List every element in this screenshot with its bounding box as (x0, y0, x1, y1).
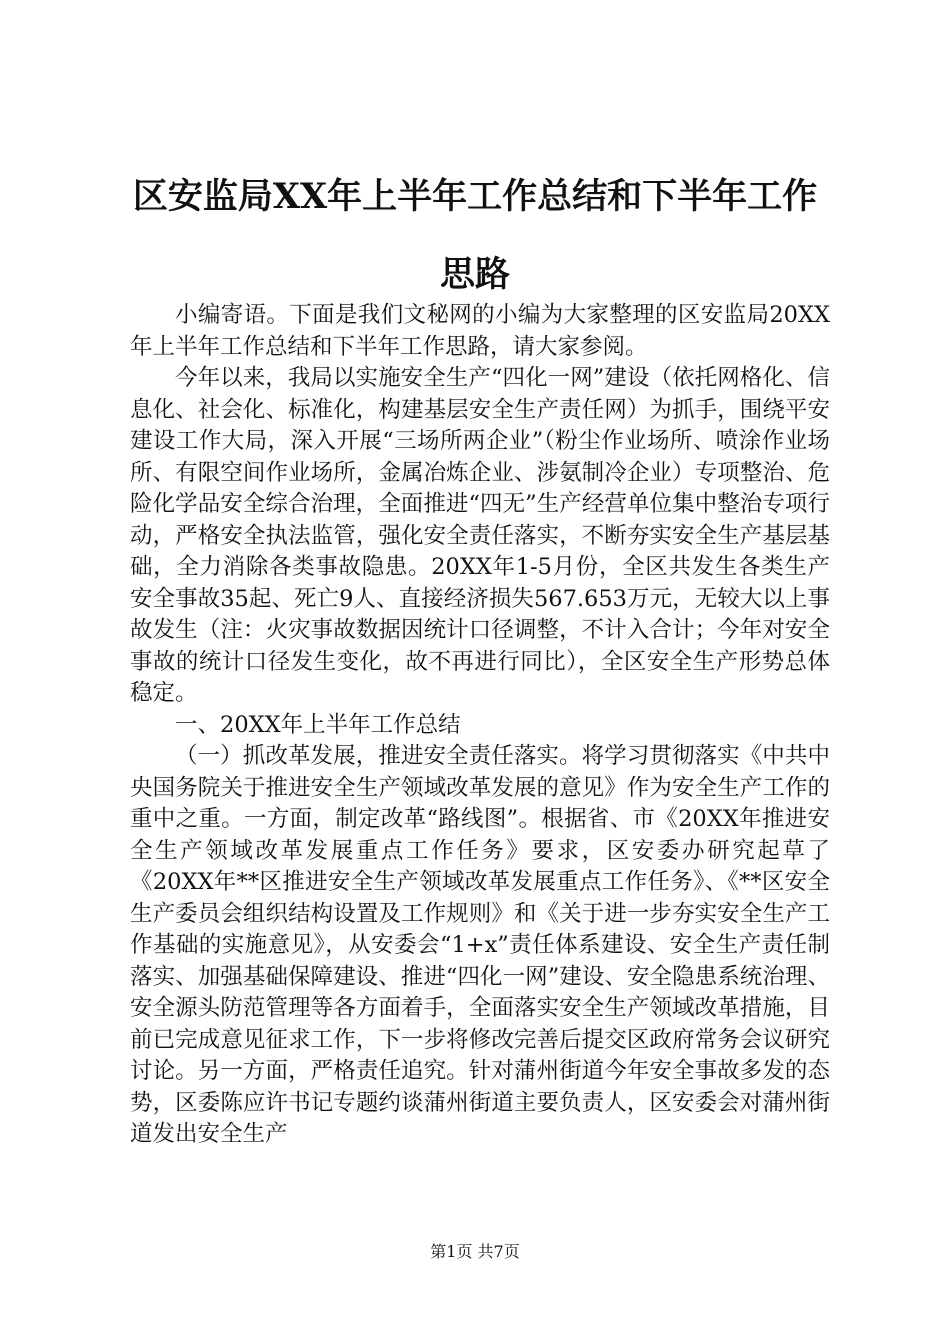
section-heading: 一、20XX年上半年工作总结 (175, 711, 461, 738)
page-footer: 第1页 共7页 (430, 1242, 520, 1261)
section-paragraph: （一）抓改革发展，推进安全责任落实。将学习贯彻落实《中共中央国务院关于推进安全生产领域改革发展的意见》作为安全生产工作的重中之重。一方面，制定改革“路线图”。根据省、市《20XX年推进安全生产领域改革发展重点工作任务》要求，区安委办研究起草了《20XX年**区推进安全生产领域改革发展重点工作任务》、《**区安全生产委员会组织结构设置及工作规则》和《关于进一步夯实安全生产工作基础的实施意见》，从安委会“1+x”责任体系建设、安全生产责任制落实、加强基础保障建设、推进“四化一网”建设、安全隐患系统治理、安全源头防范管理等各方面着手，全面落实安全生产领域改革措施，目前已完成意见征求工作，下一步将修改完善后提交区政府常务会议研究讨论。另一方面，严格责任追究。针对蒲州街道今年安全事故多发的态势，区委陈应许书记专题约谈蒲州街道主要负责人，区安委会对蒲州街道发出安全生产 (130, 743, 830, 1147)
title-line-1: 区安监局XX年上半年工作总结和下半年工作 (132, 176, 818, 217)
intro-paragraph: 小编寄语。下面是我们文秘网的小编为大家整理的区安监局20XX年上半年工作总结和下半年工作思路，请大家参阅。 (130, 302, 830, 360)
overview-paragraph: 今年以来，我局以实施安全生产“四化一网”建设（依托网格化、信息化、社会化、标准化，构建基层安全生产责任网）为抓手，围绕平安建设工作大局，深入开展“三场所两企业”（粉尘作业场所、喷涂作业场所、有限空间作业场所，金属冶炼企业、涉氨制冷企业）专项整治、危险化学品安全综合治理，全面推进“四无”生产经营单位集中整治专项行动，严格安全执法监管，强化安全责任落实，不断夯实安全生产基层基础，全力消除各类事故隐患。20XX年1-5月份，全区共发生各类生产安全事故35起、死亡9人、直接经济损失567.653万元，无较大以上事故发生（注：火灾事故数据因统计口径调整，不计入合计；今年对安全事故的统计口径发生变化，故不再进行同比），全区安全生产形势总体稳定。 (130, 365, 830, 706)
document-title (100, 178, 850, 294)
document-body (130, 300, 830, 1151)
title-line-2: 思路 (439, 254, 510, 295)
